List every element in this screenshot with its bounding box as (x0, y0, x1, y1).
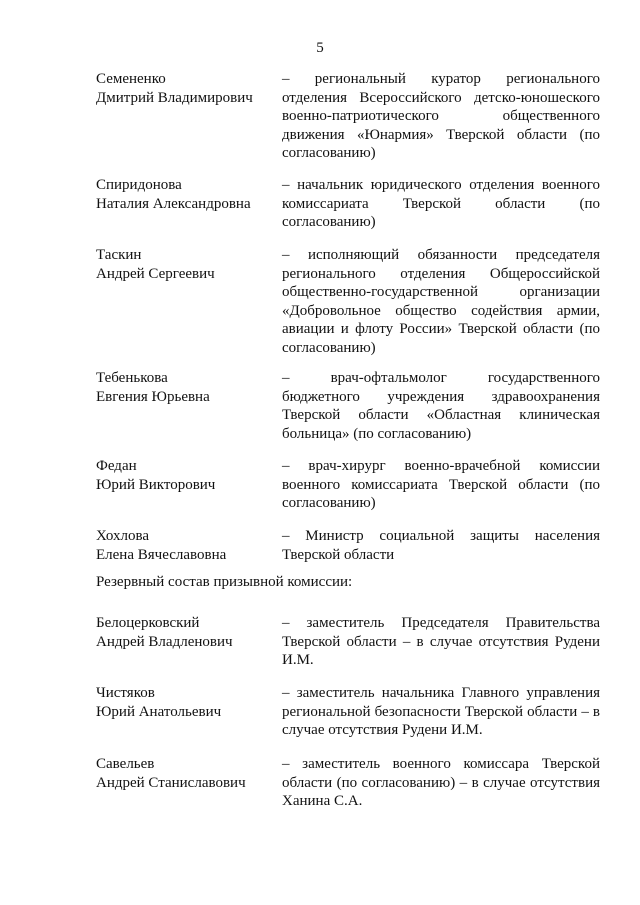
member-given-names: Дмитрий Владимирович (96, 89, 253, 106)
reserve-section-heading: Резервный состав призывной комиссии: (96, 574, 353, 590)
member-name (96, 70, 276, 107)
member-surname: Тебенькова (96, 370, 168, 386)
member-surname: Чистяков (96, 685, 155, 701)
member-name (96, 684, 276, 721)
member-surname: Семененко (96, 71, 166, 87)
member-name (96, 369, 276, 406)
member-given-names: Юрий Викторович (96, 476, 216, 493)
member-name (96, 246, 276, 283)
member-name (96, 176, 276, 213)
page-number: 5 (316, 40, 324, 56)
member-surname: Савельев (96, 756, 155, 772)
member-surname: Хохлова (96, 528, 150, 544)
member-name (96, 614, 276, 651)
member-description: – заместитель начальника Главного управления региональной безопасности Тверской области – в случае отсутствия Рудени И.М. (282, 685, 600, 739)
member-surname: Белоцерковский (96, 615, 200, 631)
member-description: – Министр социальной защиты населения Тверской области (282, 528, 600, 563)
member-description: – начальник юридического отделения военного комиссариата Тверской области (по согласованию) (282, 177, 600, 231)
member-given-names: Евгения Юрьевна (96, 388, 210, 405)
member-given-names: Андрей Владленович (96, 633, 233, 650)
member-description: – врач-хирург военно-врачебной комиссии военного комиссариата Тверской области (по согласованию) (282, 458, 600, 512)
member-description: – исполняющий обязанности председателя регионального отделения Общероссийской общественно-государственной организации «Добровольное общество содействия армии, авиации и флоту России» Тверской области (по согласованию) (282, 247, 600, 356)
member-description: – заместитель военного комиссара Тверской области (по согласованию) – в случае отсутствия Ханина С.А. (282, 756, 600, 810)
member-given-names: Елена Вячеславовна (96, 546, 227, 563)
member-surname: Таскин (96, 247, 142, 263)
member-given-names: Юрий Анатольевич (96, 703, 222, 720)
member-name (96, 457, 276, 494)
member-given-names: Наталия Александровна (96, 195, 251, 212)
member-surname: Федан (96, 458, 137, 474)
member-given-names: Андрей Станиславович (96, 774, 246, 791)
member-description: – региональный куратор регионального отделения Всероссийского детско-юношеского военно-патриотического общественного движения «Юнармия» Тверской области (по согласованию) (282, 71, 600, 162)
member-given-names: Андрей Сергеевич (96, 265, 215, 282)
member-name (96, 527, 276, 564)
member-surname: Спиридонова (96, 177, 182, 193)
member-name (96, 755, 276, 792)
member-description: – врач-офтальмолог государственного бюджетного учреждения здравоохранения Тверской области «Областная клиническая больница» (по согласованию) (282, 370, 600, 442)
member-description: – заместитель Председателя Правительства Тверской области – в случае отсутствия Рудени И.М. (282, 615, 600, 669)
